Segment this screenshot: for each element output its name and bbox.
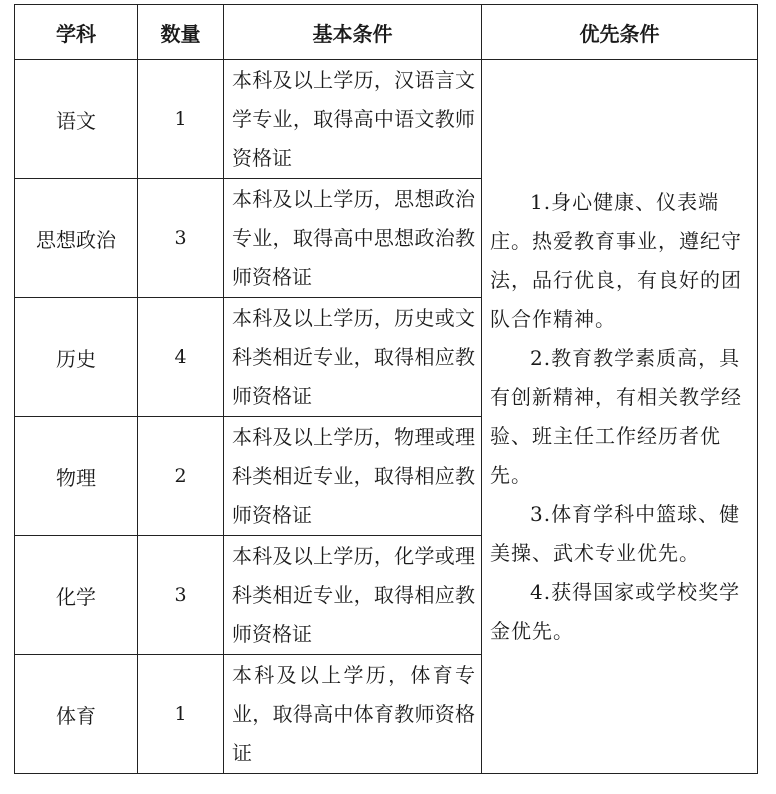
table-row — [15, 60, 758, 179]
preferred-conditions-cell — [482, 60, 758, 774]
preferred-item-3: 3.体育学科中篮球、健美操、武术专业优先。 — [490, 501, 741, 565]
count-cell: 3 — [138, 179, 224, 298]
basic-conditions-cell: 本科及以上学历，化学或理科类相近专业，取得相应教师资格证 — [224, 536, 482, 655]
header-preferred-conditions: 优先条件 — [482, 5, 758, 60]
subject-cell: 物理 — [15, 417, 138, 536]
header-count: 数量 — [138, 5, 224, 60]
basic-conditions-cell: 本科及以上学历，体育专业，取得高中体育教师资格证 — [224, 655, 482, 774]
subject-cell: 体育 — [15, 655, 138, 774]
count-cell: 1 — [138, 60, 224, 179]
header-row — [15, 5, 758, 60]
subject-cell: 思想政治 — [15, 179, 138, 298]
requirements-table — [14, 4, 758, 774]
count-cell: 2 — [138, 417, 224, 536]
preferred-item-2: 2.教育教学素质高，具有创新精神，有相关教学经验、班主任工作经历者优先。 — [490, 345, 742, 487]
subject-cell: 语文 — [15, 60, 138, 179]
basic-conditions-cell: 本科及以上学历，物理或理科类相近专业，取得相应教师资格证 — [224, 417, 482, 536]
count-cell: 4 — [138, 298, 224, 417]
basic-conditions-cell: 本科及以上学历，历史或文科类相近专业，取得相应教师资格证 — [224, 298, 482, 417]
header-subject: 学科 — [15, 5, 138, 60]
subject-cell: 历史 — [15, 298, 138, 417]
preferred-item-4: 4.获得国家或学校奖学金优先。 — [490, 579, 741, 643]
count-cell: 1 — [138, 655, 224, 774]
preferred-item-1: 1.身心健康、仪表端庄。热爱教育事业，遵纪守法，品行优良，有良好的团队合作精神。 — [490, 189, 742, 331]
basic-conditions-cell: 本科及以上学历，汉语言文学专业，取得高中语文教师资格证 — [224, 60, 482, 179]
basic-conditions-cell: 本科及以上学历，思想政治专业，取得高中思想政治教师资格证 — [224, 179, 482, 298]
count-cell: 3 — [138, 536, 224, 655]
subject-cell: 化学 — [15, 536, 138, 655]
header-basic-conditions: 基本条件 — [224, 5, 482, 60]
